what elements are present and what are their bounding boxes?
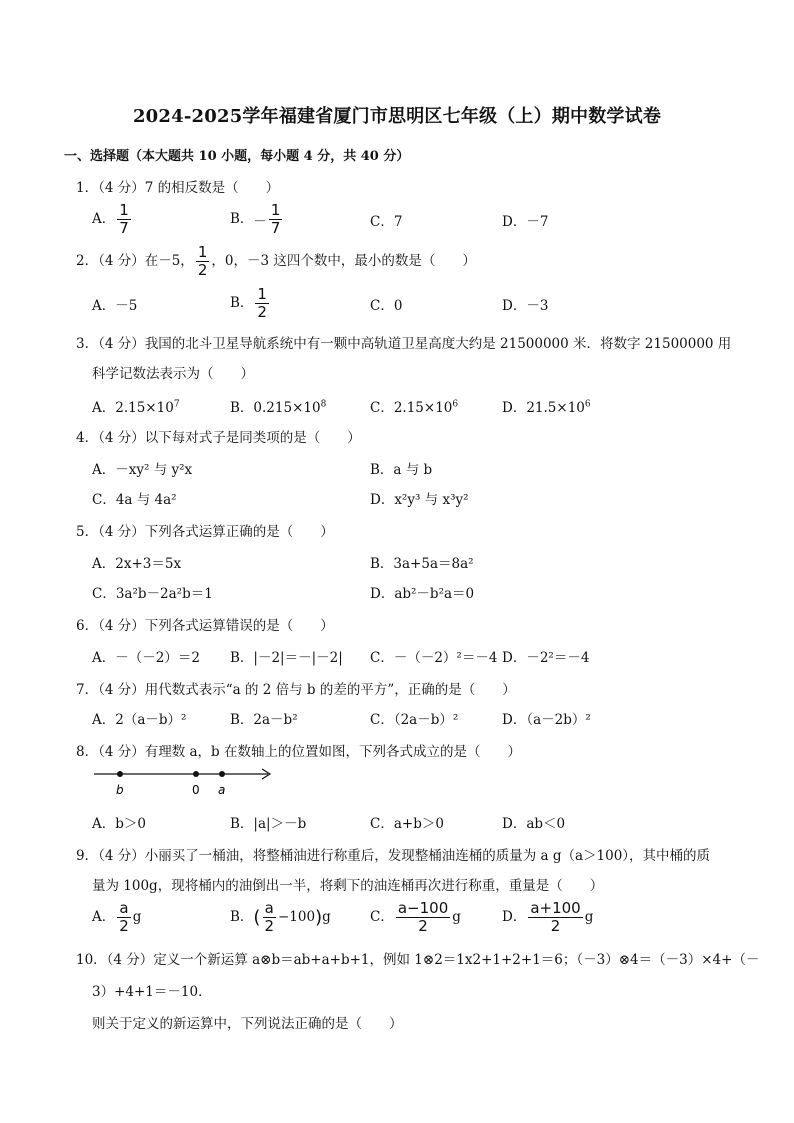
question-5-stem: 5．（4 分）下列各式运算正确的是（ ） [76,524,334,540]
question-1-option-c: C．7 [370,214,403,230]
question-6-stem: 6．（4 分）下列各式运算错误的是（ ） [76,618,334,634]
question-9-stem-line-1: 9．（4 分）小丽买了一桶油，将整桶油进行称重后，发现整桶油连桶的质量为 a g（a＞100），其中桶的质 [76,848,711,864]
question-1-option-d: D．－7 [502,214,549,230]
question-7-option-a: A．2（a－b）² [92,712,187,728]
page-title: 2024-2025学年福建省厦门市思明区七年级（上）期中数学试卷 [132,106,662,127]
question-6-option-a: A．－（－2）＝2 [92,650,200,666]
question-10-stem-line-2: 3）+4+1＝－10． [92,984,212,1000]
question-2-option-b: B． $\frac{1}{2}$ [230,285,267,321]
question-7-stem: 7．（4 分）用代数式表示“a 的 2 倍与 b 的差的平方”，正确的是（ ） [76,682,516,698]
question-6-option-d: D．－2²＝－4 [502,650,590,666]
question-2-option-d: D．－3 [502,298,549,314]
question-5-option-c: C．3a²b－2a²b＝1 [92,586,213,602]
question-9-stem-line-2: 量为 100g，现将桶内的油倒出一半，将剩下的油连桶再次进行称重，重量是（ ） [92,878,604,894]
point-a [219,771,225,777]
number-line-figure [92,764,282,800]
question-4-option-a: A．－xy² 与 y²x [92,462,193,478]
question-7-option-c: C．（2a－b）² [370,712,459,728]
point-b [117,771,123,777]
question-8-option-b: B．|a|＞－b [230,816,307,832]
question-5-option-b: B．3a+5a＝8a² [370,556,474,572]
question-9-option-b: B．( $\frac{a}{2}$ −100)g [230,899,331,935]
question-1-stem: 1．（4 分）7 的相反数是（ ） [76,180,280,196]
question-3-option-a: A．$2.15\times 10^7$ [92,399,180,416]
question-5-option-a: A．2x+3＝5x [92,556,182,572]
question-2-option-c: C．0 [370,298,403,314]
question-9-option-d: D． $\frac{a+100}{2}$ g [502,899,594,935]
question-10-stem-line-3: 则关于定义的新运算中，下列说法正确的是（ ） [92,1016,403,1032]
label-b: b [116,783,124,797]
question-8-stem: 8．（4 分）有理数 a，b 在数轴上的位置如图，下列各式成立的是（ ） [76,744,521,760]
question-9-option-a: A． $\frac{a}{2}$ g [92,899,142,935]
question-2-stem: 2．（4 分）在－5， $\frac{1}{2}$ ，0，－3 这四个数中，最小的数是（ ） [76,243,476,279]
question-3-stem-line-2: 科学记数法表示为（ ） [92,366,254,382]
question-6-option-c: C．－（－2）²＝－4 [370,650,498,666]
question-4-option-b: B．a 与 b [370,462,433,478]
question-3-option-c: C．$2.15\times 10^6$ [370,399,459,416]
question-1-option-b: B． － $\frac{1}{7}$ [230,201,281,237]
section-heading: 一、选择题（本大题共 10 小题，每小题 4 分，共 40 分） [64,149,410,164]
question-1-option-a: A． $\frac{1}{7}$ [92,201,129,237]
question-3-stem-line-1: 3．（4 分）我国的北斗卫星导航系统中有一颗中高轨道卫星高度大约是 21500000 米．将数字 21500000 用 [76,336,732,352]
label-zero: 0 [192,783,200,797]
question-3-option-d: D．$21.5\times 10^6$ [502,399,591,416]
question-5-option-d: D．ab²－b²a＝0 [370,586,475,602]
label-a: a [218,783,226,797]
question-9-option-c: C． $\frac{a-100}{2}$ g [370,899,461,935]
question-10-stem-line-1: 10．（4 分）定义一个新运算 a⊗b＝ab+a+b+1，例如 1⊗2＝1x2+1+2+1＝6；（－3）⊗4＝（－3）×4+（－ [76,952,760,968]
question-7-option-b: B．2a－b² [230,712,298,728]
question-8-option-a: A．b＞0 [92,816,146,832]
question-3-option-b: B．$0.215\times 10^8$ [230,399,327,416]
question-4-option-c: C．4a 与 4a² [92,492,177,508]
question-6-option-b: B．|－2|＝－|－2| [230,650,343,666]
question-4-option-d: D．x²y³ 与 x³y² [370,492,469,508]
question-2-option-a: A．－5 [92,298,138,314]
question-7-option-d: D．（a－2b）² [502,712,591,728]
question-8-option-d: D．ab＜0 [502,816,566,832]
question-4-stem: 4．（4 分）以下每对式子是同类项的是（ ） [76,430,361,446]
question-8-option-c: C．a+b＞0 [370,816,444,832]
point-zero [193,771,199,777]
